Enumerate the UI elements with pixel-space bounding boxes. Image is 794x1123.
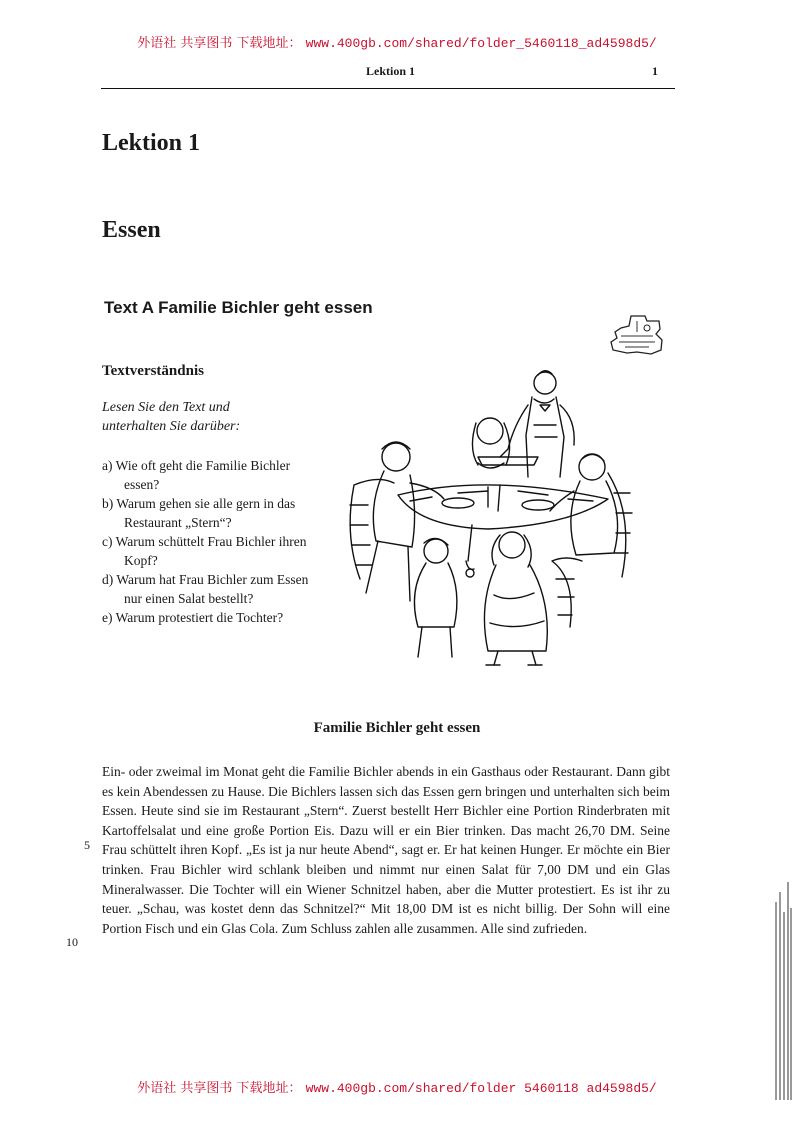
reading-title: Familie Bichler geht essen — [313, 720, 481, 736]
reading-body: Ein- oder zweimal im Monat geht die Familie Bichler abends in ein Gasthaus oder Restaurant. Dann gibt es kein Abendessen zu Hause. Die Bichlers lassen sich das Essen gern bringen und unterhalten sich beim Essen. Heute sind sie im Restaurant „Stern“. Zuerst bestellt Herr Bichler eine Portion Rinderbraten mit Kartoffelsalat und eine große Portion Eis. Dazu will er ein Bier trinken. Das macht 26,70 DM. Seine Frau schüttelt ihren Kopf. „Es ist ja nur heute Abend“, sagt er. Er hat keinen Hunger. Er möchte ein Bier trinken. Frau Bichler wird schlank bleiben und nimmt nur einen Salat für 7,00 DM und ein Glas Mineralwasser. Die Tochter will ein Wiener Schnitzel haben, aber die Mutter protestiert. Es ist ihr zu teuer. „Schau, was kostet denn das Schnitzel?“ Mit 18,00 DM ist es nicht billig. Der Sohn will eine Portion Fisch und ein Glas Cola. Zum Schluss zahlen alle zusammen. Alle sind zufrieden. — [102, 764, 670, 936]
lesson-title: Lektion 1 — [102, 130, 201, 156]
scan-edge-marks — [760, 872, 794, 1102]
line-number-10: 10 — [66, 935, 78, 949]
text-a-heading: Text A Familie Bichler geht essen — [104, 298, 373, 317]
instruction-text: Lesen Sie den Text und unterhalten Sie darüber: — [102, 400, 241, 434]
question-list — [102, 456, 324, 627]
watermark-url[interactable]: www.400gb.com/shared/folder 5460118 ad4598d5/ — [305, 1081, 657, 1096]
restaurant-family-dinner-drawing — [338, 365, 638, 670]
question-item: e) Warum protestiert die Tochter? — [102, 610, 284, 625]
sub-heading: Textverständnis — [102, 363, 204, 379]
question-item: a) Wie oft geht die Familie Bichler essen? — [102, 458, 291, 492]
question-item: b) Warum gehen sie alle gern in das Restaurant „Stern“? — [102, 496, 296, 530]
watermark-bottom — [0, 1077, 794, 1096]
question-item: d) Warum hat Frau Bichler zum Essen nur einen Salat bestellt? — [102, 572, 309, 606]
watermark-prefix: 外语社 共享图书 下载地址： — [137, 36, 302, 51]
running-head: Lektion 1 — [366, 64, 416, 78]
watermark-top — [0, 32, 794, 51]
line-number-5: 5 — [84, 838, 90, 852]
header-rule — [101, 88, 675, 89]
section-title: Essen — [102, 217, 161, 243]
library-stamp-icon — [607, 312, 665, 356]
watermark-prefix: 外语社 共享图书 下载地址： — [137, 1081, 302, 1096]
question-item: c) Warum schüttelt Frau Bichler ihren Kopf? — [102, 534, 307, 568]
page-number: 1 — [652, 64, 658, 78]
watermark-url[interactable]: www.400gb.com/shared/folder_5460118_ad4598d5/ — [305, 36, 657, 51]
